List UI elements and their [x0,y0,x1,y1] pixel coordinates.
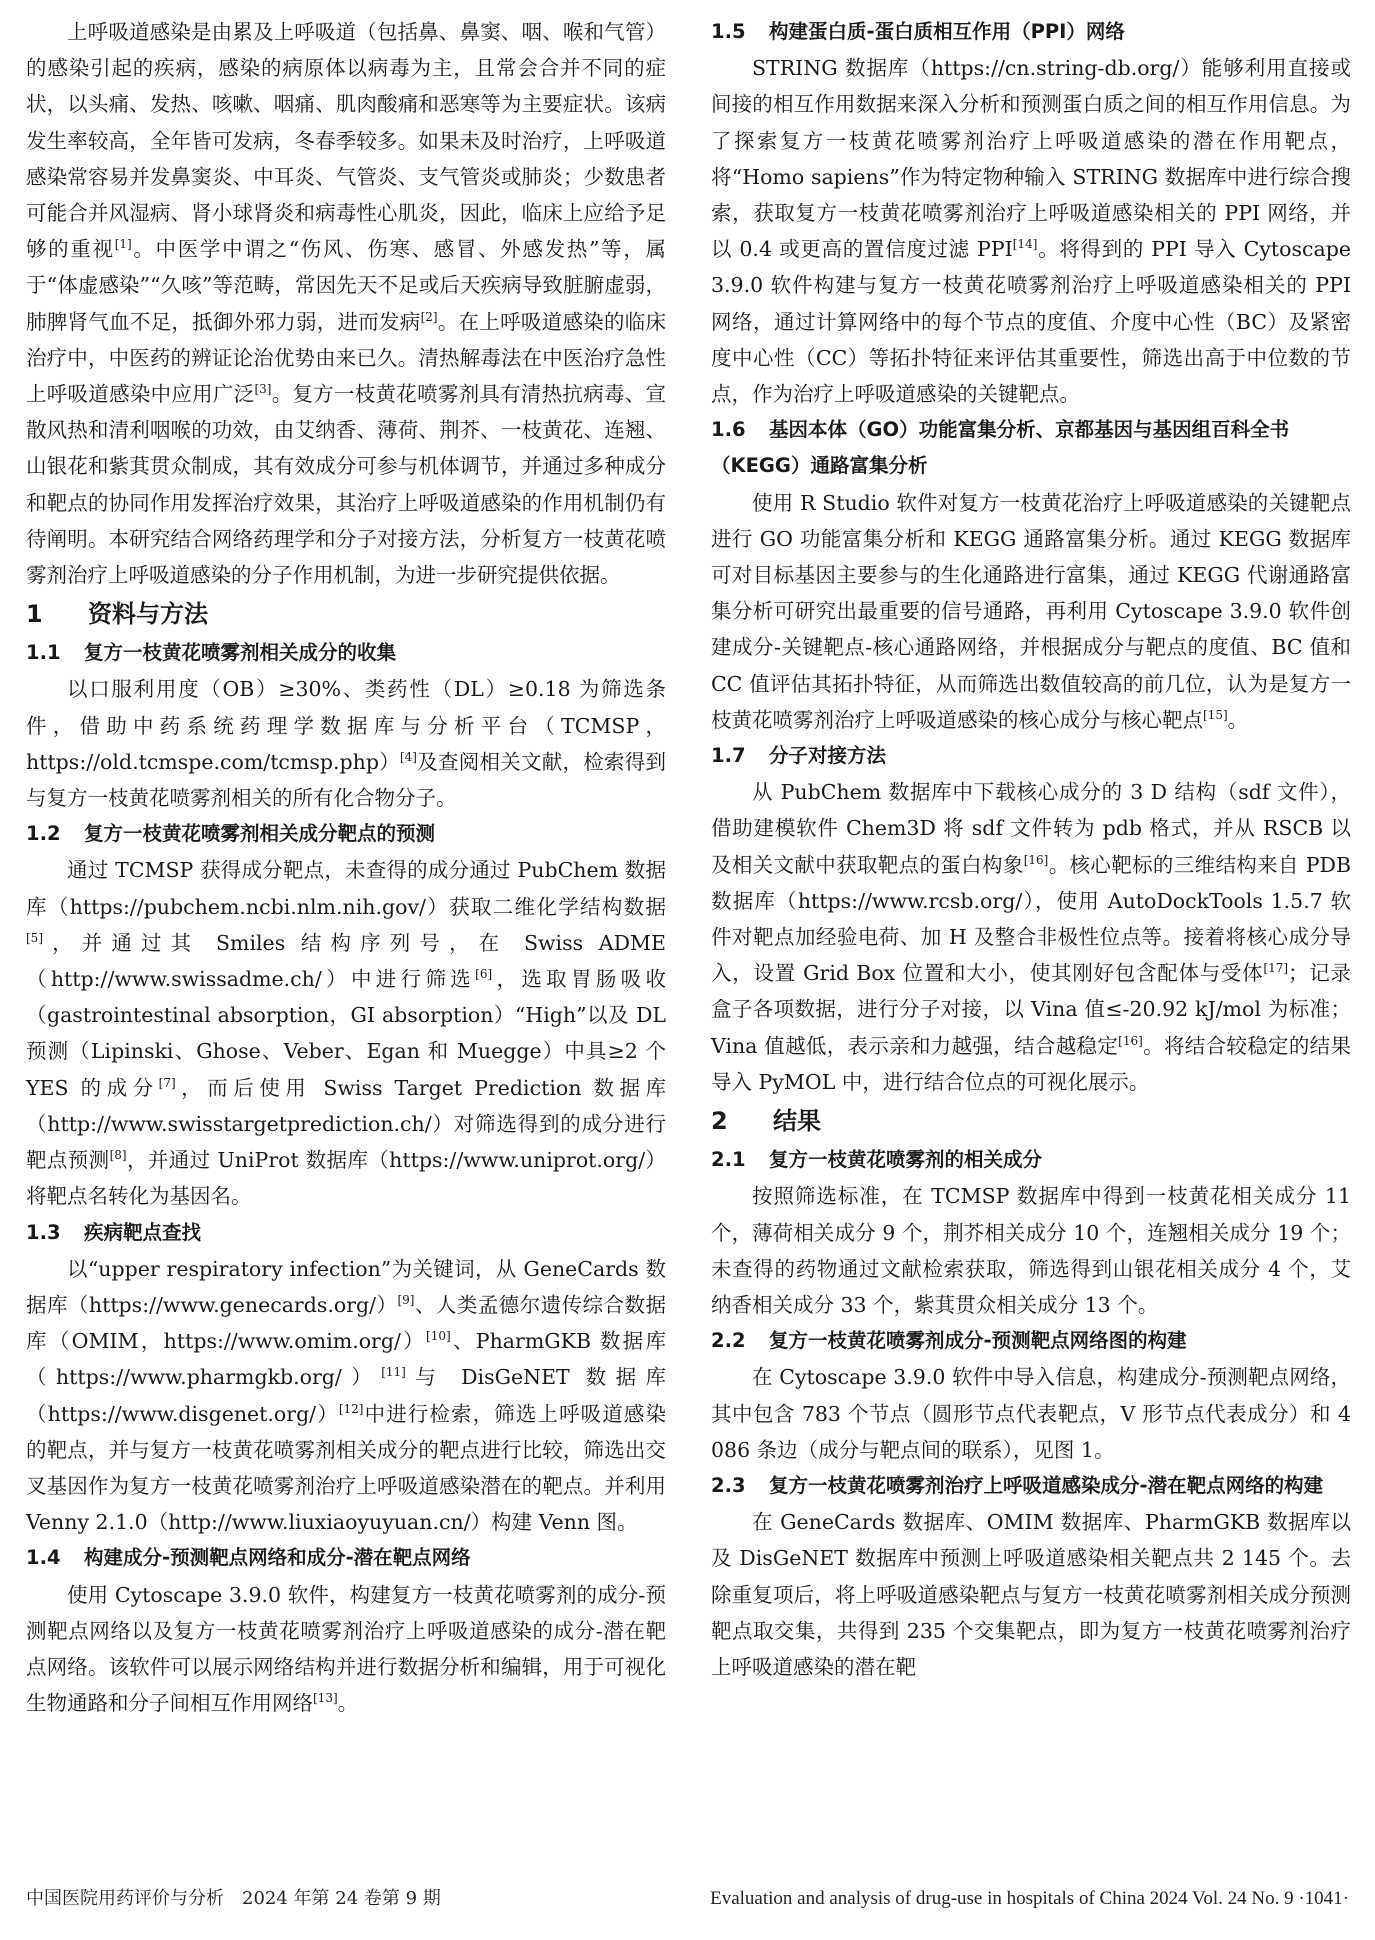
journal-title-en: Evaluation and analysis of drug-use in hospitals of China 2024 Vol. 24 No. 9 ·1041· [710,1888,1349,1909]
citation: [12] [338,1401,364,1416]
page-footer [26,1884,1349,1914]
citation: [2] [420,309,438,324]
citation: [9] [397,1292,415,1307]
paragraph-2-3: 在 GeneCards 数据库、OMIM 数据库、PharmGKB 数据库以及 DisGeNET 数据库中预测上呼吸道感染相关靶点共 2 145 个。去除重复项后，将上呼吸道感染靶点与复方一枝黄花喷雾剂相关成分预测靶点取交集，共得到 235 个交集靶点，即为复方一枝黄花喷雾剂治疗上呼吸道感染的潜在靶 [711,1510,1351,1679]
subsection-heading-1-2: 1.2 复方一枝黄花喷雾剂相关成分靶点的预测 [26,822,436,846]
citation: [17] [1263,961,1289,976]
citation: [15] [1203,707,1228,722]
subsection-heading-1-1: 1.1 复方一枝黄花喷雾剂相关成分的收集 [26,641,397,665]
paragraph-1-6: 使用 R Studio 软件对复方一枝黄花治疗上呼吸道感染的关键靶点进行 GO 功能富集分析和 KEGG 通路富集分析。通过 KEGG 数据库可对目标基因主要参与的生化通路进行富集，通过 KEGG 代谢通路富集分析可研究出最重要的信号通路，再利用 Cytoscape 3.9.0 软件创建成分-关键靶点-核心通路网络，并根据成分与靶点的度值、BC 值和 CC 值评估其拓扑特征，从而筛选出数值较高的前几位，认为是复方一枝黄花喷雾剂治疗上呼吸道感染的核心成分与核心靶点[15]。 [711,490,1351,732]
citation: [16] [1023,852,1049,867]
citation: [8] [109,1148,127,1163]
section-heading-2: 2 结果 [711,1107,821,1136]
citation: [11] [381,1365,406,1380]
paragraph-1-3: 以“upper respiratory infection”为关键词，从 GeneCards 数据库（https://www.genecards.org/）[9]、人类孟德尔遗传综合数据库（OMIM，https://www.omim.org/）[10]、PharmGKB 数据库（https://www.pharmgkb.org/）[11]与 DisGeNET 数据库（https://www.disgenet.org/）[12]中进行检索，筛选上呼吸道感染的靶点，并与复方一枝黄花喷雾剂相关成分的靶点进行比较，筛选出交叉基因作为复方一枝黄花喷雾剂治疗上呼吸道感染潜在的靶点。并利用 Venny 2.1.0（http://www.liuxiaoyuyuan.cn/）构建 Venn 图。 [26,1256,667,1535]
subsection-heading-2-2: 2.2 复方一枝黄花喷雾剂成分-预测靶点网络图的构建 [711,1329,1187,1353]
subsection-heading-2-3: 2.3 复方一枝黄花喷雾剂治疗上呼吸道感染成分-潜在靶点网络的构建 [711,1473,1324,1497]
citation: [5] [26,930,43,945]
citation: [10] [426,1329,451,1344]
subsection-heading-1-4: 1.4 构建成分-预测靶点网络和成分-潜在靶点网络 [26,1546,471,1570]
citation: [4] [399,749,417,764]
paragraph-1-2: 通过 TCMSP 获得成分靶点，未查得的成分通过 PubChem 数据库（https://pubchem.ncbi.nlm.nih.gov/）获取二维化学结构数据[5]，并通过其 Smiles 结构序列号，在 Swiss ADME（http://www.swissadme.ch/）中进行筛选[6]，选取胃肠吸收（gastrointestinal absorption，GI absorption）“High”以及 DL 预测（Lipinski、Ghose、Veber、Egan 和 Muegge）中具≥2 个 YES 的成分[7]，而后使用 Swiss Target Prediction 数据库（http://www.swisstargetprediction.ch/）对筛选得到的成分进行靶点预测[8]，并通过 UniProt 数据库（https://www.uniprot.org/）将靶点名转化为基因名。 [26,858,667,1209]
paragraph-1-1: 以口服利用度（OB）≥30%、类药性（DL）≥0.18 为筛选条件，借助中药系统药理学数据库与分析平台（TCMSP，https://old.tcmspe.com/tcmsp.php）[4]及查阅相关文献，检索得到与复方一枝黄花喷雾剂相关的所有化合物分子。 [26,677,666,811]
citation: [6] [475,967,493,982]
citation: [16] [1118,1033,1143,1048]
paragraph-2-2: 在 Cytoscape 3.9.0 软件中导入信息，构建成分-预测靶点网络，其中包含 783 个节点（圆形节点代表靶点，V 形节点代表成分）和 4 086 条边（成分与靶点间的联系），见图 1。 [711,1365,1351,1462]
paragraph-1-4: 使用 Cytoscape 3.9.0 软件，构建复方一枝黄花喷雾剂的成分-预测靶点网络以及复方一枝黄花喷雾剂治疗上呼吸道感染的成分-潜在靶点网络。该软件可以展示网络结构并进行数据分析和编辑，用于可视化生物通路和分子间相互作用网络[13]。 [26,1582,666,1716]
citation: [1] [114,237,132,252]
citation: [13] [313,1691,338,1706]
journal-title-cn: 中国医院用药评价与分析 2024 年第 24 卷第 9 期 [26,1888,441,1909]
left-column [26,14,666,1721]
citation: [7] [158,1075,176,1090]
subsection-heading-1-3: 1.3 疾病靶点查找 [26,1220,202,1244]
paragraph-1-5: STRING 数据库（https://cn.string-db.org/）能够利用直接或间接的相互作用数据来深入分析和预测蛋白质之间的相互作用信息。为了探索复方一枝黄花喷雾剂治疗上呼吸道感染的潜在作用靶点，将“Homo sapiens”作为特定物种输入 STRING 数据库中进行综合搜索，获取复方一枝黄花喷雾剂治疗上呼吸道感染相关的 PPI 网络，并以 0.4 或更高的置信度过滤 PPI[14]。将得到的 PPI 导入 Cytoscape 3.9.0 软件构建与复方一枝黄花喷雾剂治疗上呼吸道感染相关的 PPI 网络，通过计算网络中的每个节点的度值、介度中心性（BC）及紧密度中心性（CC）等拓扑特征来评估其重要性，筛选出高于中位数的节点，作为治疗上呼吸道感染的关键靶点。 [711,56,1351,407]
paragraph-1-7: 从 PubChem 数据库中下载核心成分的 3 D 结构（sdf 文件），借助建模软件 Chem3D 将 sdf 文件转为 pdb 格式，并从 RSCB 以及相关文献中获取靶点的蛋白构象[16]。核心靶标的三维结构来自 PDB 数据库（https://www.rcsb.org/），使用 AutoDockTools 1.5.7 软件对靶点加经验电荷、加 H 及整合非极性位点等。接着将核心成分导入，设置 Grid Box 位置和大小，使其刚好包含配体与受体[17]；记录盒子各项数据，进行分子对接，以 Vina 值≤-20.92 kJ/mol 为标准；Vina 值越低，表示亲和力越强，结合越稳定[16]。将结合较稳定的结果导入 PyMOL 中，进行结合位点的可视化展示。 [711,780,1352,1094]
citation: [14] [1012,237,1038,252]
paragraph-2-1: 按照筛选标准，在 TCMSP 数据库中得到一枝黄花相关成分 11 个，薄荷相关成分 9 个，荆芥相关成分 10 个，连翘相关成分 19 个；未查得的药物通过文献检索获取，筛选得到山银花相关成分 4 个，艾纳香相关成分 33 个，紫萁贯众相关成分 13 个。 [711,1184,1351,1317]
subsection-heading-1-7: 1.7 分子对接方法 [711,744,887,768]
section-heading-1: 1 资料与方法 [26,600,208,629]
right-column [711,14,1351,1685]
intro-paragraph: 上呼吸道感染是由累及上呼吸道（包括鼻、鼻窦、咽、喉和气管）的感染引起的疾病，感染的病原体以病毒为主，且常会合并不同的症状，以头痛、发热、咳嗽、咽痛、肌肉酸痛和恶寒等为主要症状。该病发生率较高，全年皆可发病，冬春季较多。如果未及时治疗，上呼吸道感染常容易并发鼻窦炎、中耳炎、气管炎、支气管炎或肺炎；少数患者可能合并风湿病、肾小球肾炎和病毒性心肌炎，因此，临床上应给予足够的重视[1]。中医学中谓之“伤风、伤寒、感冒、外感发热”等，属于“体虚感染”“久咳”等范畴，常因先天不足或后天疾病导致脏腑虚弱，肺脾肾气血不足，抵御外邪力弱，进而发病[2]。在上呼吸道感染的临床治疗中，中医药的辨证论治优势由来已久。清热解毒法在中医治疗急性上呼吸道感染中应用广泛[3]。复方一枝黄花喷雾剂具有清热抗病毒、宣散风热和清利咽喉的功效，由艾纳香、薄荷、荆芥、一枝黄花、连翘、山银花和紫萁贯众制成，其有效成分可参与机体调节，并通过多种成分和靶点的协同作用发挥治疗效果，其治疗上呼吸道感染的作用机制仍有待阐明。本研究结合网络药理学和分子对接方法，分析复方一枝黄花喷雾剂治疗上呼吸道感染的分子作用机制，为进一步研究提供依据。 [26,20,667,588]
citation: [3] [254,382,272,397]
subsection-heading-1-6: 1.6 基因本体（GO）功能富集分析、京都基因与基因组百科全书（KEGG）通路富集分析 [711,418,1290,478]
subsection-heading-1-5: 1.5 构建蛋白质-蛋白质相互作用（PPI）网络 [711,20,1125,43]
subsection-heading-2-1: 2.1 复方一枝黄花喷雾剂的相关成分 [711,1148,1043,1172]
